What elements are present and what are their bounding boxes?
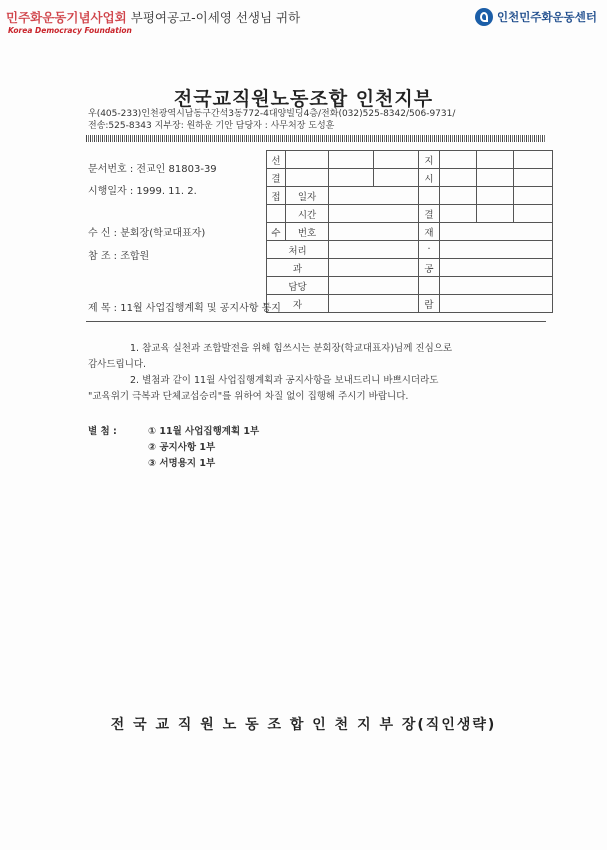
approval-stamp-table xyxy=(266,150,553,313)
address-line-2: 전송:525-8343 지부장: 원하운 기안 담당자 : 사무처장 도성훈 xyxy=(88,121,335,131)
archive-header xyxy=(6,8,300,26)
signature-line: 전 국 교 직 원 노 동 조 합 인 천 지 부 장(직인생략) xyxy=(110,717,497,733)
subject-divider xyxy=(86,321,546,322)
attachment-item: ③ 서명용지 1부 xyxy=(148,458,216,469)
cell-ilja: 일자 xyxy=(286,187,329,205)
subject-line: 제 목 : 11월 사업집행계획 및 공지사항 통지 xyxy=(88,303,281,314)
cell-si: 시 xyxy=(419,169,440,187)
address-line-1: 우(405-233)인천광역시남동구간석3동772-4대양빌딩4층/전화(032)525-8342/506-9731/ xyxy=(88,109,456,119)
cell-seon: 선 xyxy=(267,151,286,169)
letter-body xyxy=(88,341,548,405)
cell-gyeol2: 결 xyxy=(419,205,440,223)
center-name: 인천민주화운동센터 xyxy=(497,10,597,24)
cell-ji: 지 xyxy=(419,151,440,169)
foundation-name: Korea Democracy Foundation xyxy=(8,26,132,35)
cell-ram: 람 xyxy=(419,295,440,313)
cell-su: 수 xyxy=(267,223,286,241)
issue-date: 시행일자 : 1999. 11. 2. xyxy=(88,186,197,197)
cell-dot: · xyxy=(419,241,440,259)
letterhead-address xyxy=(88,108,455,132)
attachments xyxy=(88,424,259,472)
cell-ja: 자 xyxy=(267,295,329,313)
letterhead-title: 전국교직원노동조합 인천지부 xyxy=(173,88,434,110)
cell-cheori: 처리 xyxy=(267,241,329,259)
watermark-text: 민주화운동기념사업회 xyxy=(6,10,127,25)
cell-jeop: 접 xyxy=(267,187,286,205)
body-para-1b: 감사드립니다. xyxy=(88,359,147,370)
center-logo-icon xyxy=(475,8,493,26)
attachment-item: ② 공지사항 1부 xyxy=(148,442,216,453)
cell-gyeol: 결 xyxy=(267,169,286,187)
cell-jae: 재 xyxy=(419,223,440,241)
body-para-2: 2. 별첨과 같이 11월 사업집행계획과 공지사항을 보내드리니 바쁘시더라도 xyxy=(130,375,439,386)
recipient: 수 신 : 분회장(학교대표자) xyxy=(88,228,206,239)
body-para-2b: "교육위기 극복과 단체교섭승리"를 위하여 차질 없이 집행해 주시기 바랍니다. xyxy=(88,391,409,402)
reference: 참 조 : 조합원 xyxy=(88,251,150,262)
cell-beonho: 번호 xyxy=(286,223,329,241)
attachments-label: 별 첨 : xyxy=(88,426,117,437)
cell-gwa: 과 xyxy=(267,259,329,277)
cell-sigan: 시간 xyxy=(286,205,329,223)
cell-damdang: 담당 xyxy=(267,277,329,295)
attachment-item: ① 11월 사업집행계획 1부 xyxy=(148,426,260,437)
cell-gong: 공 xyxy=(419,259,440,277)
center-logo xyxy=(475,8,597,26)
archive-label: 부평여공고-이세영 선생님 귀하 xyxy=(130,10,301,25)
body-para-1: 1. 참교육 실천과 조합발전을 위해 힘쓰시는 분회장(학교대표자)님께 진심으로 xyxy=(130,343,453,354)
barcode-divider xyxy=(86,135,546,142)
doc-number: 문서번호 : 전교인 81803-39 xyxy=(88,164,217,175)
